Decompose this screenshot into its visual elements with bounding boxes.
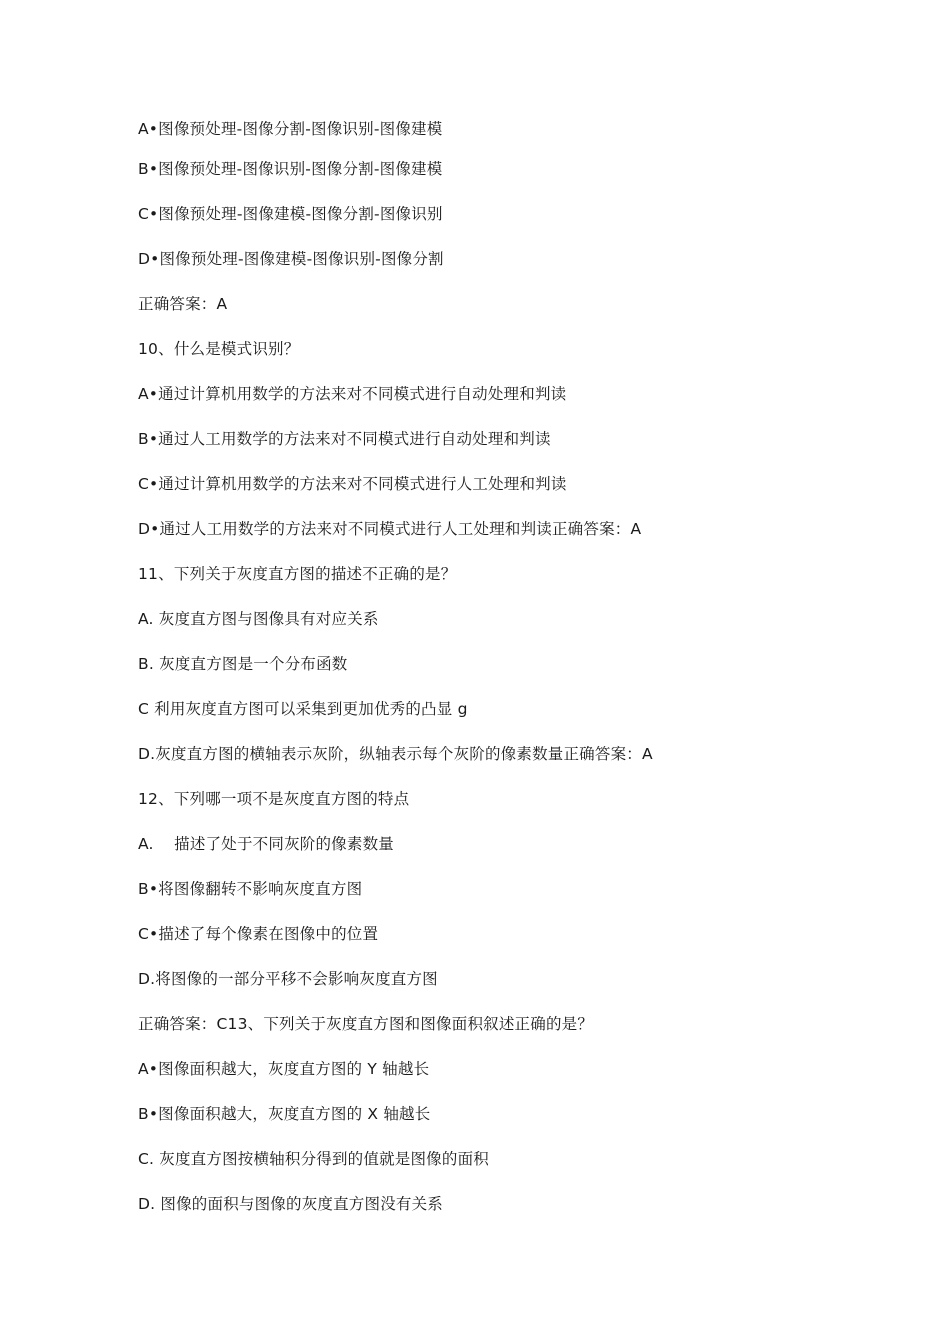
option-a-line: A•图像预处理-图像分割-图像识别-图像建模 bbox=[138, 120, 443, 138]
q11-option-a: A. 灰度直方图与图像具有对应关系 bbox=[138, 610, 379, 628]
q11-option-b: B. 灰度直方图是一个分布函数 bbox=[138, 655, 348, 673]
answer-and-question-13: 正确答案：C13、下列关于灰度直方图和图像面积叙述正确的是？ bbox=[138, 1015, 594, 1033]
q13-option-b: B•图像面积越大，灰度直方图的 X 轴越长 bbox=[138, 1105, 431, 1123]
q10-option-c: C•通过计算机用数学的方法来对不同模式进行人工处理和判读 bbox=[138, 475, 567, 493]
q11-option-d-answer: D.灰度直方图的横轴表示灰阶，纵轴表示每个灰阶的像素数量正确答案：A bbox=[138, 745, 653, 763]
answer-line: 正确答案：A bbox=[138, 295, 228, 313]
question-12: 12、下列哪一项不是灰度直方图的特点 bbox=[138, 790, 410, 808]
option-c-line: C•图像预处理-图像建模-图像分割-图像识别 bbox=[138, 205, 443, 223]
q10-option-d-answer: D•通过人工用数学的方法来对不同模式进行人工处理和判读正确答案：A bbox=[138, 520, 642, 538]
question-11: 11、下列关于灰度直方图的描述不正确的是？ bbox=[138, 565, 457, 583]
q10-option-a: A•通过计算机用数学的方法来对不同模式进行自动处理和判读 bbox=[138, 385, 567, 403]
option-b-line: B•图像预处理-图像识别-图像分割-图像建模 bbox=[138, 160, 443, 178]
q12-option-a: A. 描述了处于不同灰阶的像素数量 bbox=[138, 835, 394, 853]
q13-option-d: D. 图像的面积与图像的灰度直方图没有关系 bbox=[138, 1195, 443, 1213]
q12-option-d: D.将图像的一部分平移不会影响灰度直方图 bbox=[138, 970, 438, 988]
q12-option-b: B•将图像翻转不影响灰度直方图 bbox=[138, 880, 363, 898]
q10-option-b: B•通过人工用数学的方法来对不同模式进行自动处理和判读 bbox=[138, 430, 551, 448]
question-10: 10、什么是模式识别？ bbox=[138, 340, 300, 358]
option-d-line: D•图像预处理-图像建模-图像识别-图像分割 bbox=[138, 250, 444, 268]
q13-option-a: A•图像面积越大，灰度直方图的 Y 轴越长 bbox=[138, 1060, 430, 1078]
q12-option-c: C•描述了每个像素在图像中的位置 bbox=[138, 925, 379, 943]
q11-option-c: C 利用灰度直方图可以采集到更加优秀的凸显 g bbox=[138, 700, 468, 718]
q13-option-c: C. 灰度直方图按横轴积分得到的值就是图像的面积 bbox=[138, 1150, 489, 1168]
